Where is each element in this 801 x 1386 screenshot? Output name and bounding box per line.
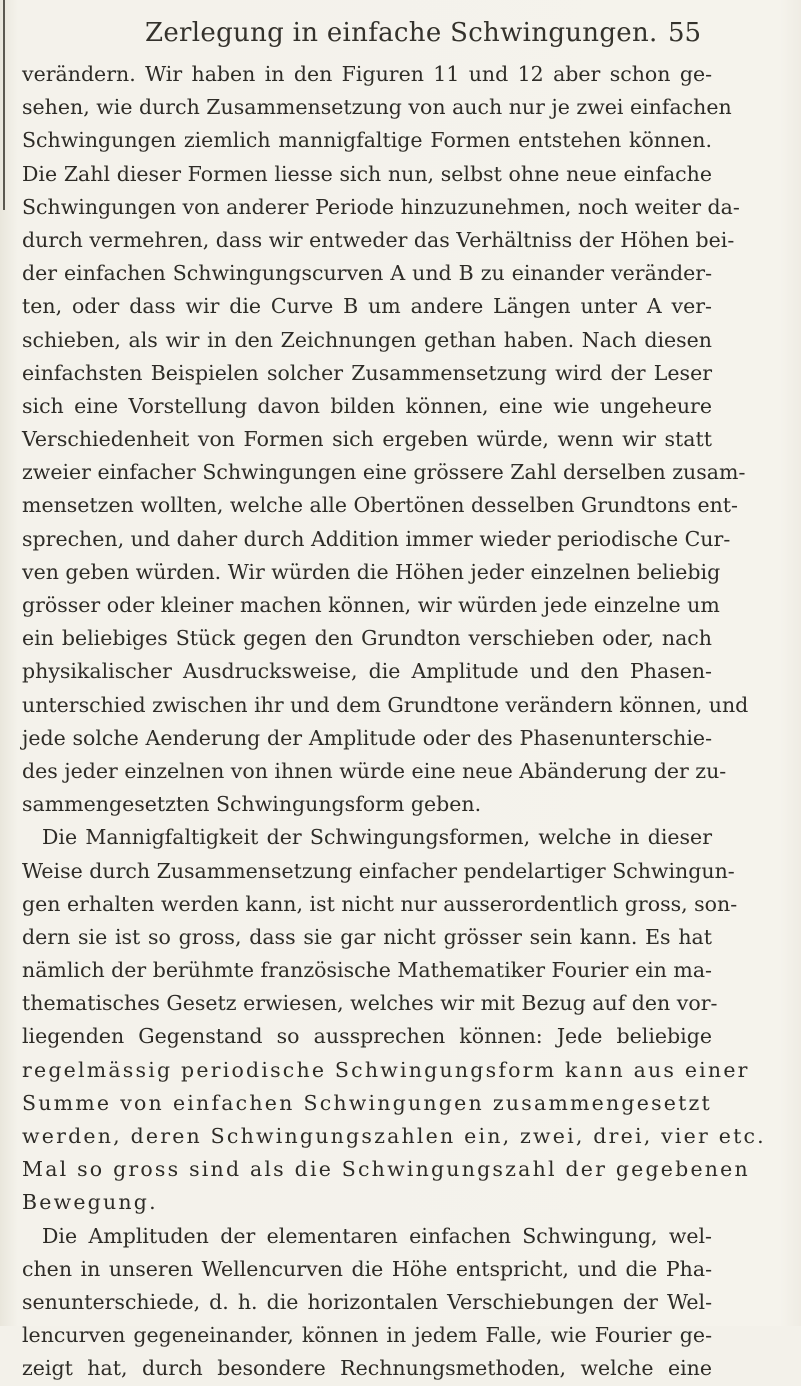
text-line: mensetzen wollten, welche alle Obertönen desselben Grundtons ent- (22, 493, 738, 518)
page-number: 55 (668, 18, 702, 48)
text-line: Die Zahl dieser Formen liesse sich nun, selbst ohne neue einfache (22, 161, 712, 186)
text-line: Schwingungen ziemlich mannigfaltige Formen entstehen können. (22, 128, 712, 153)
theorem-line: werden, deren Schwingungszahlen ein, zwei, drei, vier etc. (22, 1124, 766, 1148)
text-line: durch vermehren, dass wir entweder das Verhältniss der Höhen bei- (22, 227, 735, 252)
text-line: gen erhalten werden kann, ist nicht nur ausserordentlich gross, son- (22, 891, 738, 916)
text-line: Weise durch Zusammensetzung einfacher pendelartiger Schwingun- (22, 858, 735, 883)
text-line: ven geben würden. Wir würden die Höhen jeder einzelnen beliebig (22, 559, 721, 584)
text-line: des jeder einzelnen von ihnen würde eine neue Abänderung der zu- (22, 758, 727, 783)
text-line: einfachsten Beispielen solcher Zusammensetzung wird der Leser (22, 360, 712, 385)
body-text (22, 58, 766, 1386)
paragraph-start-line: Die Amplituden der elementaren einfachen Schwingung, wel- (42, 1223, 712, 1248)
text-line: unterschied zwischen ihr und dem Grundtone verändern können, und (22, 692, 749, 717)
text-line: ein beliebiges Stück gegen den Grundton verschieben oder, nach (22, 626, 712, 651)
text-line: physikalischer Ausdrucksweise, die Amplitude und den Phasen- (22, 659, 712, 684)
text-line: sehen, wie durch Zusammensetzung von auch nur je zwei einfachen (22, 95, 732, 120)
text-line: grösser oder kleiner machen können, wir würden jede einzelne um (22, 593, 720, 617)
text-line: zweier einfacher Schwingungen eine grössere Zahl derselben zusam- (22, 460, 746, 485)
text-line: schieben, als wir in den Zeichnungen gethan haben. Nach diesen (22, 327, 712, 352)
text-line: thematisches Gesetz erwiesen, welches wir mit Bezug auf den vor- (22, 991, 718, 1016)
paragraph-start-line: Die Mannigfaltigkeit der Schwingungsformen, welche in dieser (42, 825, 712, 850)
theorem-line: regelmässig periodische Schwingungsform kann aus einer (22, 1057, 750, 1082)
theorem-line: Summe von einfachen Schwingungen zusammengesetzt (22, 1090, 712, 1115)
paragraph-end-line: sammengesetzten Schwingungsform geben. (22, 792, 482, 817)
text-line: verändern. Wir haben in den Figuren 11 und 12 aber schon ge- (22, 62, 712, 86)
text-line: liegenden Gegenstand so aussprechen können: Jede beliebige (22, 1024, 712, 1049)
text-line: jede solche Aenderung der Amplitude oder des Phasenunterschie- (22, 725, 712, 750)
text-line: nämlich der berühmte französische Mathematiker Fourier ein ma- (22, 958, 712, 983)
theorem-end-line: Bewegung. (22, 1190, 158, 1215)
text-line: sich eine Vorstellung davon bilden können, eine wie ungeheure (22, 393, 712, 418)
text-line: Verschiedenheit von Formen sich ergeben würde, wenn wir statt (22, 427, 712, 452)
page-header (0, 14, 801, 64)
text-line: sprechen, und daher durch Addition immer wieder periodische Cur- (22, 526, 731, 551)
text-line: senunterschiede, d. h. die horizontalen Verschiebungen der Wel- (22, 1289, 712, 1314)
theorem-line: Mal so gross sind als die Schwingungszahl der gegebenen (22, 1157, 750, 1182)
text-line: ten, oder dass wir die Curve B um andere Längen unter A ver- (22, 294, 712, 319)
text-line: zeigt hat, durch besondere Rechnungsmethoden, welche eine (22, 1356, 712, 1381)
text-line: Schwingungen von anderer Periode hinzuzunehmen, noch weiter da- (22, 194, 740, 219)
text-line: der einfachen Schwingungscurven A und B zu einander veränder- (22, 261, 712, 286)
text-line: lencurven gegeneinander, können in jedem Falle, wie Fourier ge- (22, 1323, 712, 1348)
text-line: dern sie ist so gross, dass sie gar nicht grösser sein kann. Es hat (22, 924, 712, 949)
running-head: Zerlegung in einfache Schwingungen. (145, 18, 658, 48)
text-line: chen in unseren Wellencurven die Höhe entspricht, und die Pha- (22, 1256, 712, 1281)
